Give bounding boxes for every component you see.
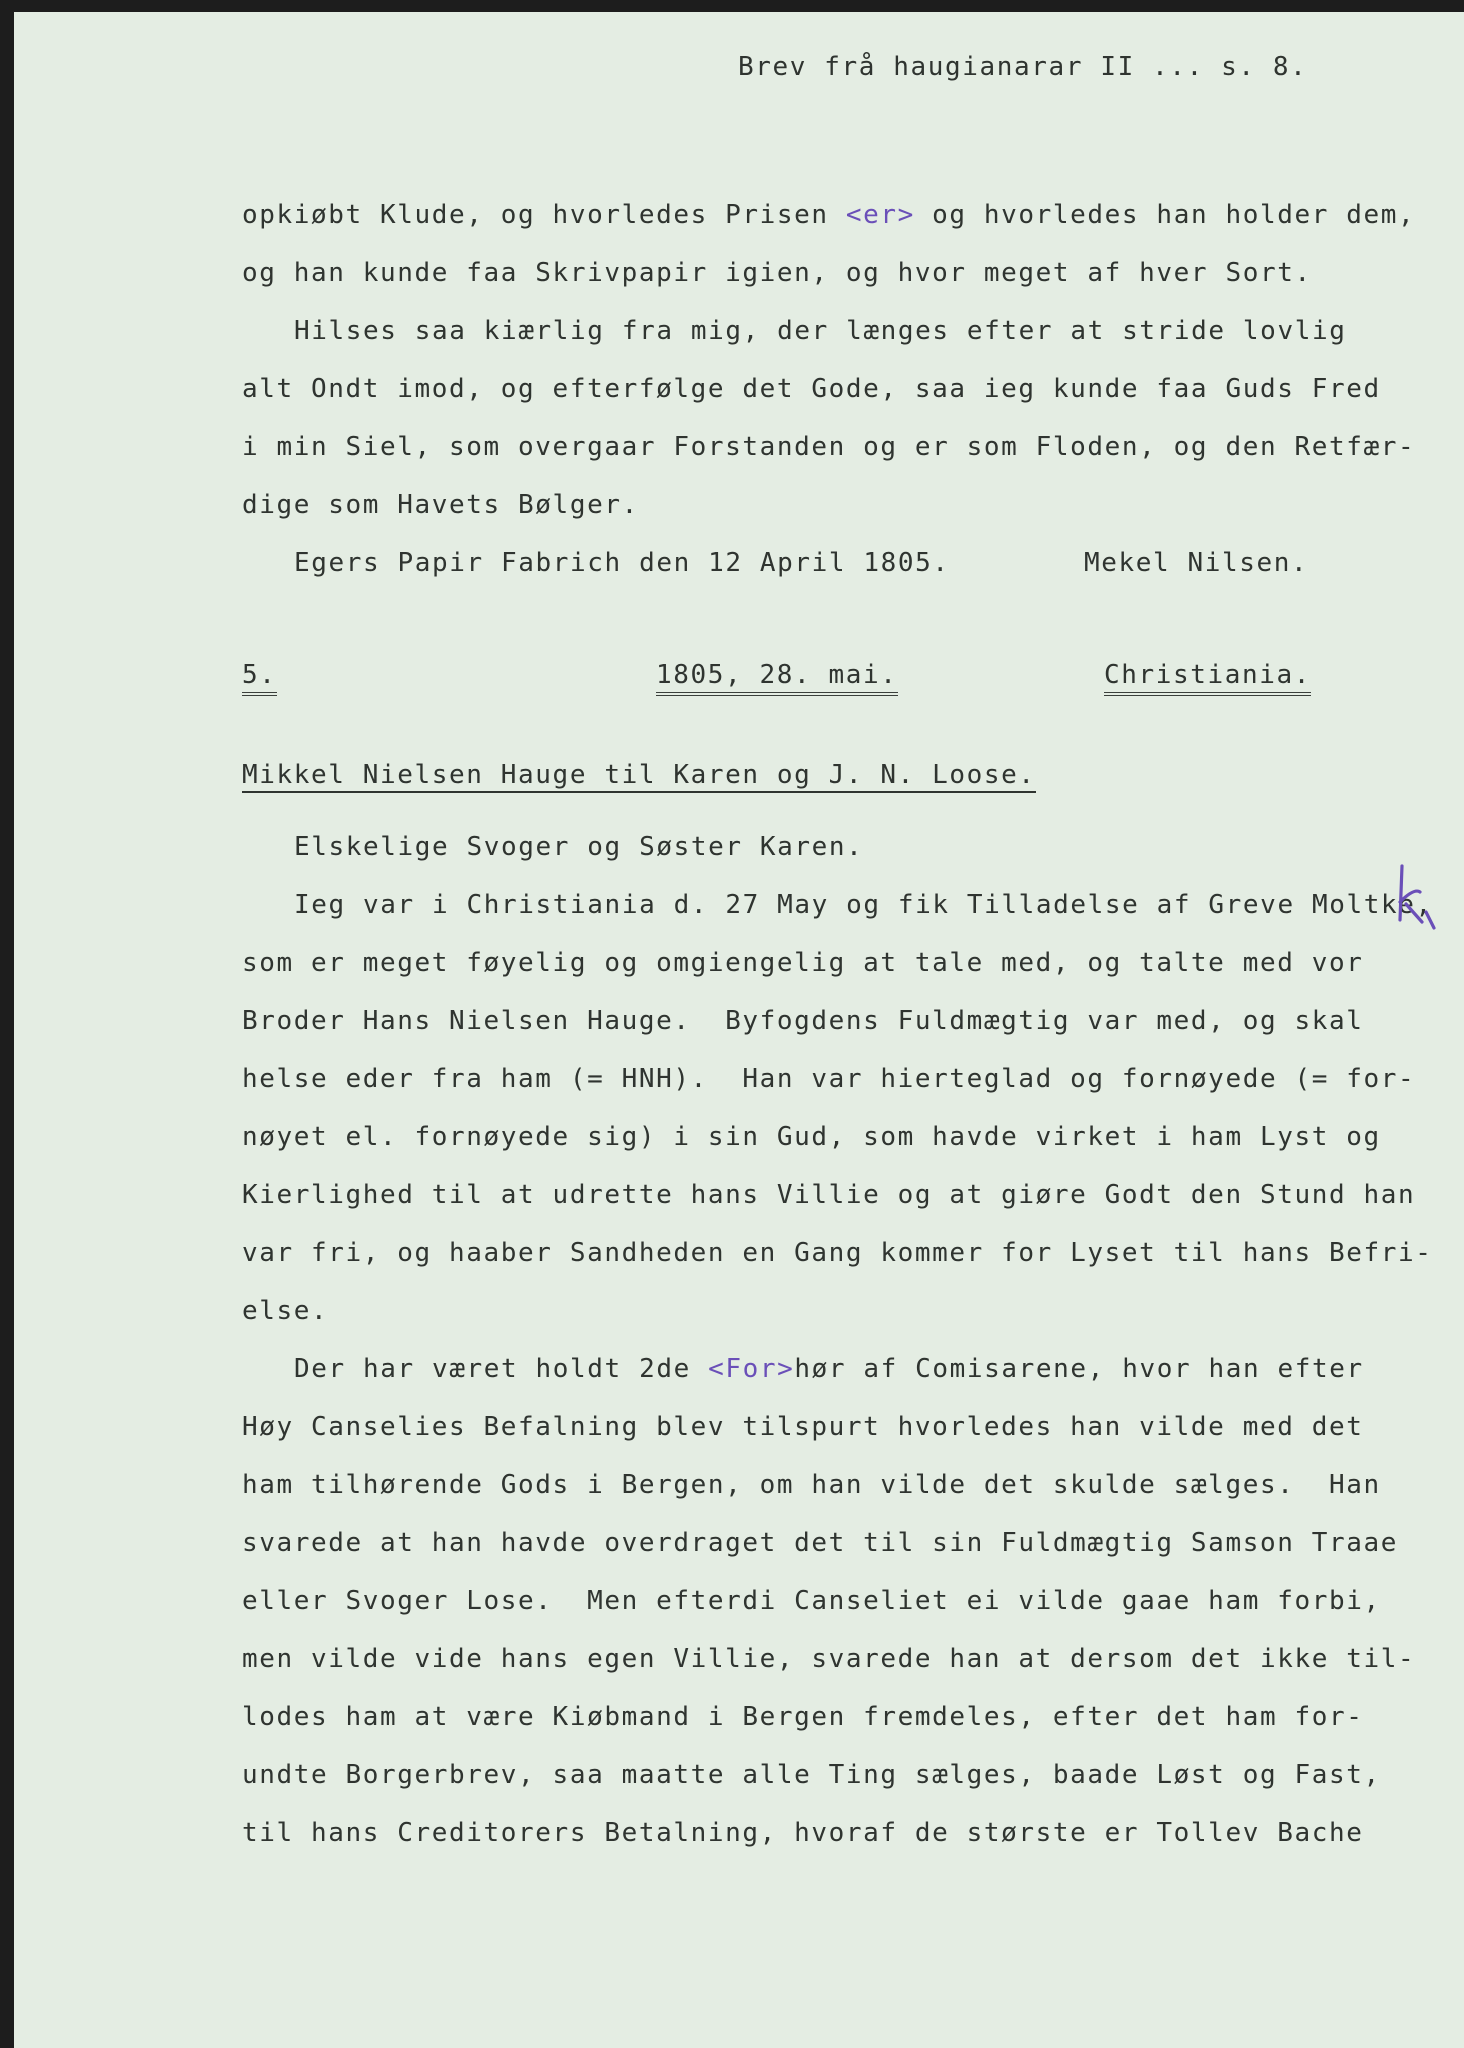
- text-line: undte Borgerbrev, saa maatte alle Ting sælges, baade Løst og Fast,: [242, 1760, 1381, 1790]
- text-line: Elskelige Svoger og Søster Karen.: [294, 832, 864, 862]
- text-line: nøyet el. fornøyede sig) i sin Gud, som havde virket i ham Lyst og: [242, 1122, 1381, 1152]
- page-header: Brev frå haugianarar II ... s. 8.: [738, 52, 1308, 82]
- section-place: Christiania.: [1104, 660, 1311, 690]
- text-line: dige som Havets Bølger.: [242, 490, 639, 520]
- text-line: eller Svoger Lose. Men efterdi Canseliet ei vilde gaae ham forbi,: [242, 1586, 1381, 1616]
- text-line: ham tilhørende Gods i Bergen, om han vilde det skulde sælges. Han: [242, 1470, 1381, 1500]
- text-line: Der har været holdt 2de <For>hør af Comisarene, hvor han efter: [294, 1354, 1364, 1384]
- text-line: Høy Canselies Befalning blev tilspurt hvorledes han vilde med det: [242, 1412, 1364, 1442]
- text-line: og han kunde faa Skrivpapir igien, og hvor meget af hver Sort.: [242, 258, 1312, 288]
- text-line: else.: [242, 1296, 329, 1326]
- letter-dateline: Egers Papir Fabrich den 12 April 1805.: [294, 548, 950, 578]
- text-line: men vilde vide hans egen Villie, svarede han at dersom det ikke til-: [242, 1644, 1416, 1674]
- text-line: opkiøbt Klude, og hvorledes Prisen <er> og hvorledes han holder dem,: [242, 200, 1416, 230]
- text-line: i min Siel, som overgaar Forstanden og er som Floden, og den Retfær-: [242, 432, 1416, 462]
- handwritten-correction-mark: [1396, 862, 1440, 932]
- text-line: alt Ondt imod, og efterfølge det Gode, saa ieg kunde faa Guds Fred: [242, 374, 1381, 404]
- text-line: lodes ham at være Kiøbmand i Bergen fremdeles, efter det ham for-: [242, 1702, 1364, 1732]
- letter-signature: Mekel Nilsen.: [1084, 548, 1309, 578]
- document-page: [14, 12, 1464, 2048]
- handwritten-insertion: <For>: [708, 1354, 795, 1384]
- text-line: var fri, og haaber Sandheden en Gang kommer for Lyset til hans Befri-: [242, 1238, 1433, 1268]
- text-line: Kierlighed til at udrette hans Villie og at giøre Godt den Stund han: [242, 1180, 1416, 1210]
- text-line: til hans Creditorers Betalning, hvoraf de største er Tollev Bache: [242, 1818, 1364, 1848]
- text-line: Hilses saa kiærlig fra mig, der længes efter at stride lovlig: [294, 316, 1347, 346]
- text-line: helse eder fra ham (= HNH). Han var hierteglad og fornøyede (= for-: [242, 1064, 1416, 1094]
- section-number: 5.: [242, 660, 277, 690]
- letter-title: Mikkel Nielsen Hauge til Karen og J. N. Loose.: [242, 760, 1036, 790]
- handwritten-insertion: <er>: [845, 200, 915, 230]
- text-line: Broder Hans Nielsen Hauge. Byfogdens Fuldmægtig var med, og skal: [242, 1006, 1364, 1036]
- section-date: 1805, 28. mai.: [656, 660, 898, 690]
- text-line: som er meget føyelig og omgiengelig at tale med, og talte med vor: [242, 948, 1364, 978]
- text-line: Ieg var i Christiania d. 27 May og fik Tilladelse af Greve Moltke,: [294, 890, 1433, 920]
- text-line: svarede at han havde overdraget det til sin Fuldmægtig Samson Traae: [242, 1528, 1398, 1558]
